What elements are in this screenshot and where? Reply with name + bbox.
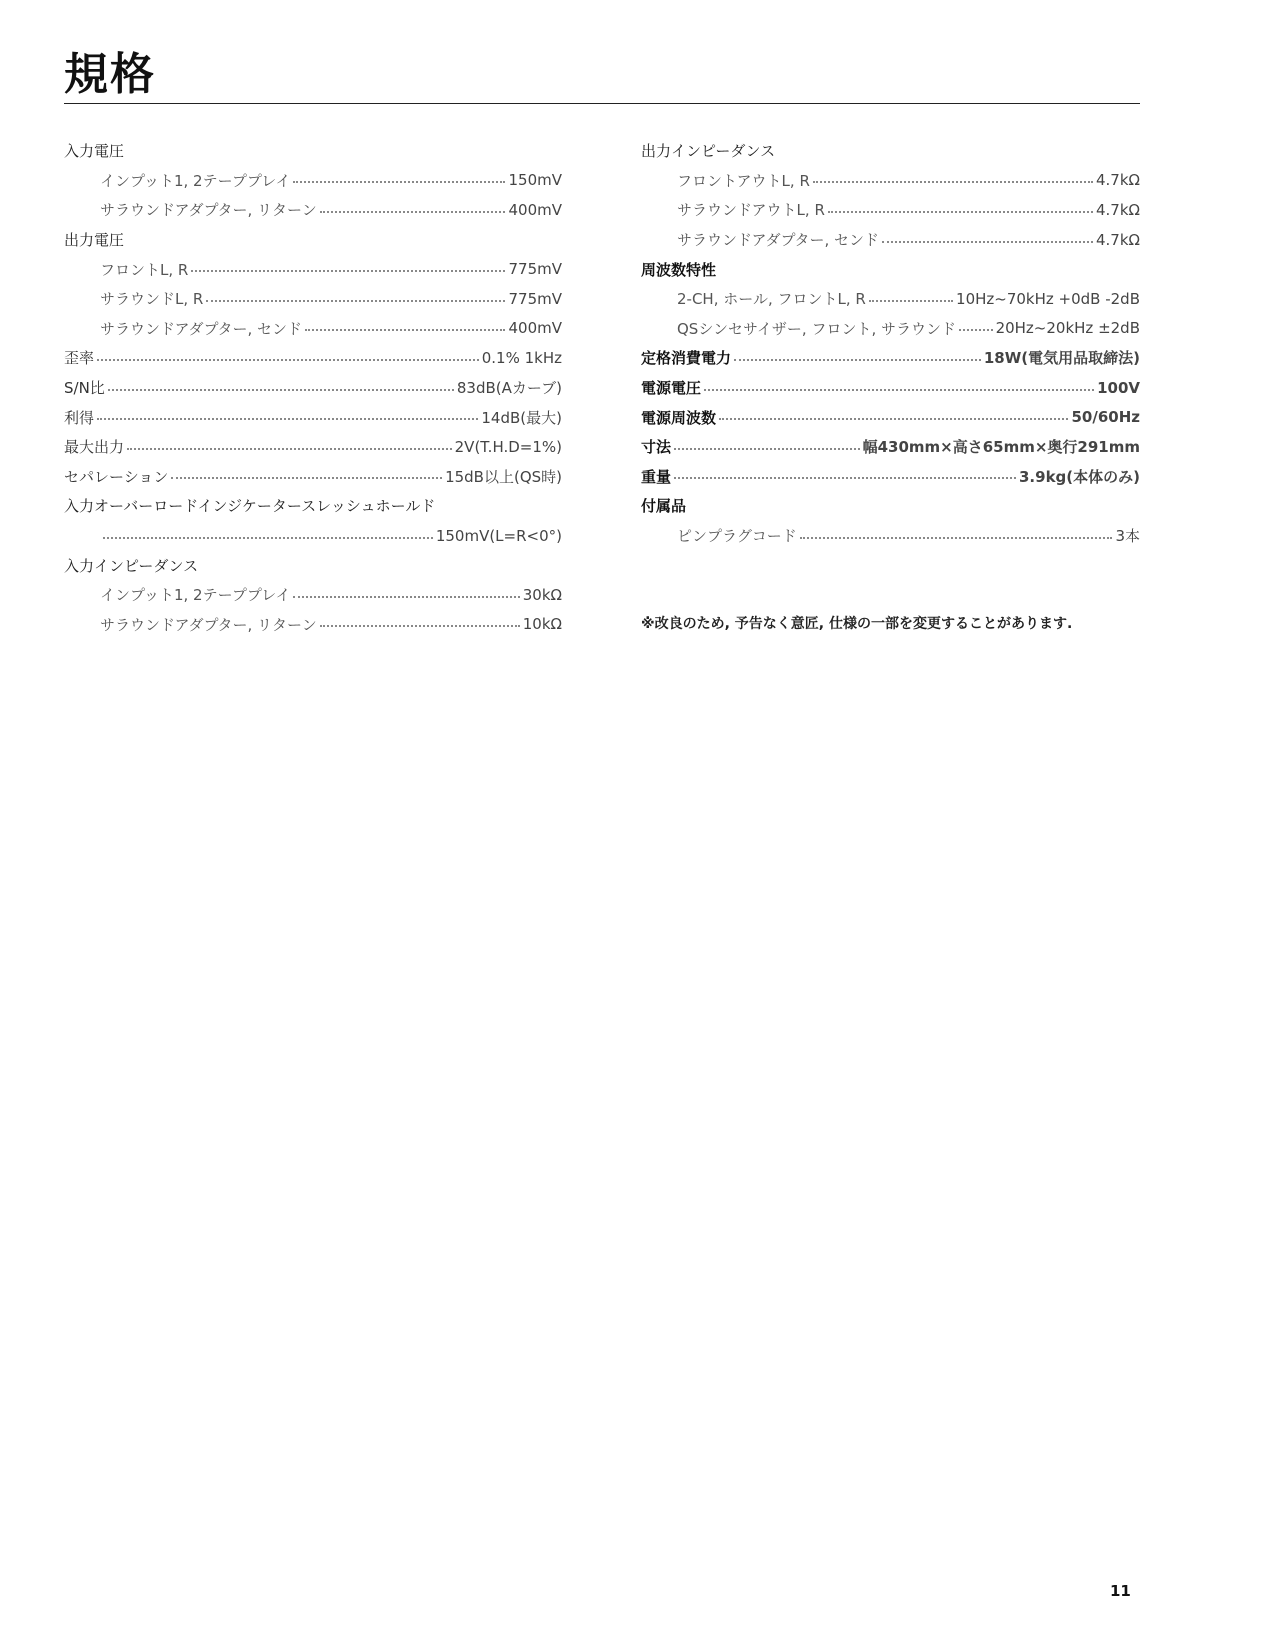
spec-value: 4.7kΩ bbox=[1095, 200, 1140, 219]
spec-value: 幅430mm×高さ65mm×奥行291mm bbox=[862, 438, 1140, 457]
spec-label: インプット1, 2テーププレイ bbox=[100, 171, 291, 190]
dot-leader bbox=[108, 389, 454, 391]
spec-value: 10kΩ bbox=[522, 615, 562, 634]
spec-column-left bbox=[64, 136, 562, 639]
dot-leader bbox=[719, 418, 1068, 420]
dot-leader bbox=[869, 300, 953, 302]
spec-label: サラウンドアダプター, センド bbox=[677, 231, 879, 250]
spec-label: 電源周波数 bbox=[641, 408, 717, 427]
spec-label: S/N比 bbox=[64, 379, 105, 398]
spec-value: 30kΩ bbox=[522, 585, 562, 604]
spec-heading bbox=[64, 491, 562, 521]
dot-leader bbox=[959, 329, 993, 331]
dot-leader bbox=[800, 537, 1113, 539]
spec-label: ピンプラグコード bbox=[677, 527, 797, 546]
title-rule bbox=[64, 103, 1140, 104]
spec-value: 0.1% 1kHz bbox=[481, 348, 562, 367]
spec-row bbox=[64, 402, 562, 432]
dot-leader bbox=[813, 181, 1093, 183]
spec-label: セパレーション bbox=[64, 467, 169, 486]
spec-value: 100V bbox=[1097, 378, 1140, 397]
spec-row bbox=[64, 284, 562, 314]
spec-label: 歪率 bbox=[64, 349, 95, 368]
dot-leader bbox=[97, 418, 478, 420]
spec-row bbox=[64, 610, 562, 640]
spec-label: 2-CH, ホール, フロントL, R bbox=[677, 290, 866, 309]
spec-row bbox=[641, 314, 1140, 344]
dot-leader bbox=[704, 389, 1094, 391]
spec-label: 定格消費電力 bbox=[641, 349, 732, 368]
spec-row bbox=[64, 195, 562, 225]
spec-row bbox=[641, 432, 1140, 462]
dot-leader bbox=[97, 359, 479, 361]
dot-leader bbox=[734, 359, 981, 361]
spec-heading bbox=[641, 254, 1140, 284]
spec-label: フロントアウトL, R bbox=[677, 171, 810, 190]
spec-label: 周波数特性 bbox=[641, 260, 717, 279]
spec-row bbox=[64, 343, 562, 373]
spec-row bbox=[641, 343, 1140, 373]
spec-label: 利得 bbox=[64, 408, 95, 427]
dot-leader bbox=[171, 477, 442, 479]
dot-leader bbox=[293, 596, 519, 598]
spec-row bbox=[64, 521, 562, 551]
spec-label: 入力電圧 bbox=[64, 142, 125, 161]
spec-value: 50/60Hz bbox=[1071, 408, 1140, 427]
dot-leader bbox=[191, 270, 505, 272]
spec-row bbox=[641, 195, 1140, 225]
spec-row bbox=[64, 580, 562, 610]
spec-row bbox=[641, 462, 1140, 492]
spec-row bbox=[64, 373, 562, 403]
spec-row bbox=[64, 432, 562, 462]
spec-column-right bbox=[641, 136, 1140, 550]
spec-value: 20Hz~20kHz ±2dB bbox=[995, 319, 1140, 338]
spec-value: 10Hz~70kHz +0dB -2dB bbox=[956, 289, 1140, 308]
spec-row bbox=[641, 284, 1140, 314]
spec-label: 電源電圧 bbox=[641, 379, 702, 398]
dot-leader bbox=[293, 181, 505, 183]
spec-heading bbox=[641, 491, 1140, 521]
spec-row bbox=[641, 402, 1140, 432]
spec-value: 4.7kΩ bbox=[1095, 230, 1140, 249]
spec-value: 15dB以上(QS時) bbox=[445, 467, 562, 486]
spec-value: 775mV bbox=[508, 260, 562, 279]
spec-value: 3本 bbox=[1115, 527, 1140, 546]
spec-label: 入力オーバーロードインジケータースレッシュホールド bbox=[64, 497, 436, 516]
dot-leader bbox=[127, 448, 452, 450]
spec-row bbox=[641, 373, 1140, 403]
spec-value: 3.9kg(本体のみ) bbox=[1019, 467, 1140, 486]
page-number: 11 bbox=[1110, 1582, 1131, 1600]
spec-label: サラウンドアウトL, R bbox=[677, 201, 825, 220]
spec-row bbox=[641, 166, 1140, 196]
spec-row bbox=[641, 521, 1140, 551]
spec-row bbox=[64, 254, 562, 284]
spec-value: 400mV bbox=[508, 319, 562, 338]
spec-label: 入力インピーダンス bbox=[64, 556, 199, 575]
spec-heading bbox=[64, 550, 562, 580]
spec-label: サラウンドアダプター, リターン bbox=[100, 201, 317, 220]
spec-label: QSシンセサイザー, フロント, サラウンド bbox=[677, 319, 956, 338]
dot-leader bbox=[674, 477, 1016, 479]
dot-leader bbox=[206, 300, 505, 302]
spec-heading bbox=[64, 225, 562, 255]
revision-note: ※改良のため, 予告なく意匠, 仕様の一部を変更することがあります. bbox=[641, 616, 1073, 632]
spec-value: 4.7kΩ bbox=[1095, 171, 1140, 190]
spec-row bbox=[64, 166, 562, 196]
spec-value: 150mV bbox=[508, 171, 562, 190]
spec-value: 18W(電気用品取締法) bbox=[983, 349, 1140, 368]
dot-leader bbox=[320, 625, 520, 627]
spec-value: 400mV bbox=[508, 200, 562, 219]
spec-value: 2V(T.H.D=1%) bbox=[454, 437, 562, 456]
spec-label: サラウンドL, R bbox=[100, 290, 204, 309]
spec-label: 付属品 bbox=[641, 497, 687, 516]
spec-label: 寸法 bbox=[641, 438, 672, 457]
page-title: 規格 bbox=[64, 49, 156, 100]
spec-row bbox=[64, 314, 562, 344]
dot-leader bbox=[882, 241, 1093, 243]
spec-heading bbox=[64, 136, 562, 166]
spec-row bbox=[641, 225, 1140, 255]
spec-value: 150mV(L=R<0°) bbox=[435, 526, 562, 545]
dot-leader bbox=[828, 211, 1093, 213]
dot-leader bbox=[103, 537, 433, 539]
dot-leader bbox=[320, 211, 506, 213]
spec-label: 出力インピーダンス bbox=[641, 142, 776, 161]
dot-leader bbox=[305, 329, 505, 331]
spec-label: サラウンドアダプター, センド bbox=[100, 319, 302, 338]
spec-label: インプット1, 2テーププレイ bbox=[100, 586, 291, 605]
spec-label: 最大出力 bbox=[64, 438, 125, 457]
spec-label: フロントL, R bbox=[100, 260, 189, 279]
spec-value: 83dB(Aカーブ) bbox=[456, 379, 562, 398]
dot-leader bbox=[674, 448, 860, 450]
spec-label: サラウンドアダプター, リターン bbox=[100, 615, 317, 634]
spec-label: 出力電圧 bbox=[64, 231, 125, 250]
spec-row bbox=[64, 462, 562, 492]
spec-heading bbox=[641, 136, 1140, 166]
spec-label: 重量 bbox=[641, 467, 672, 486]
spec-value: 775mV bbox=[508, 289, 562, 308]
spec-value: 14dB(最大) bbox=[481, 408, 562, 427]
